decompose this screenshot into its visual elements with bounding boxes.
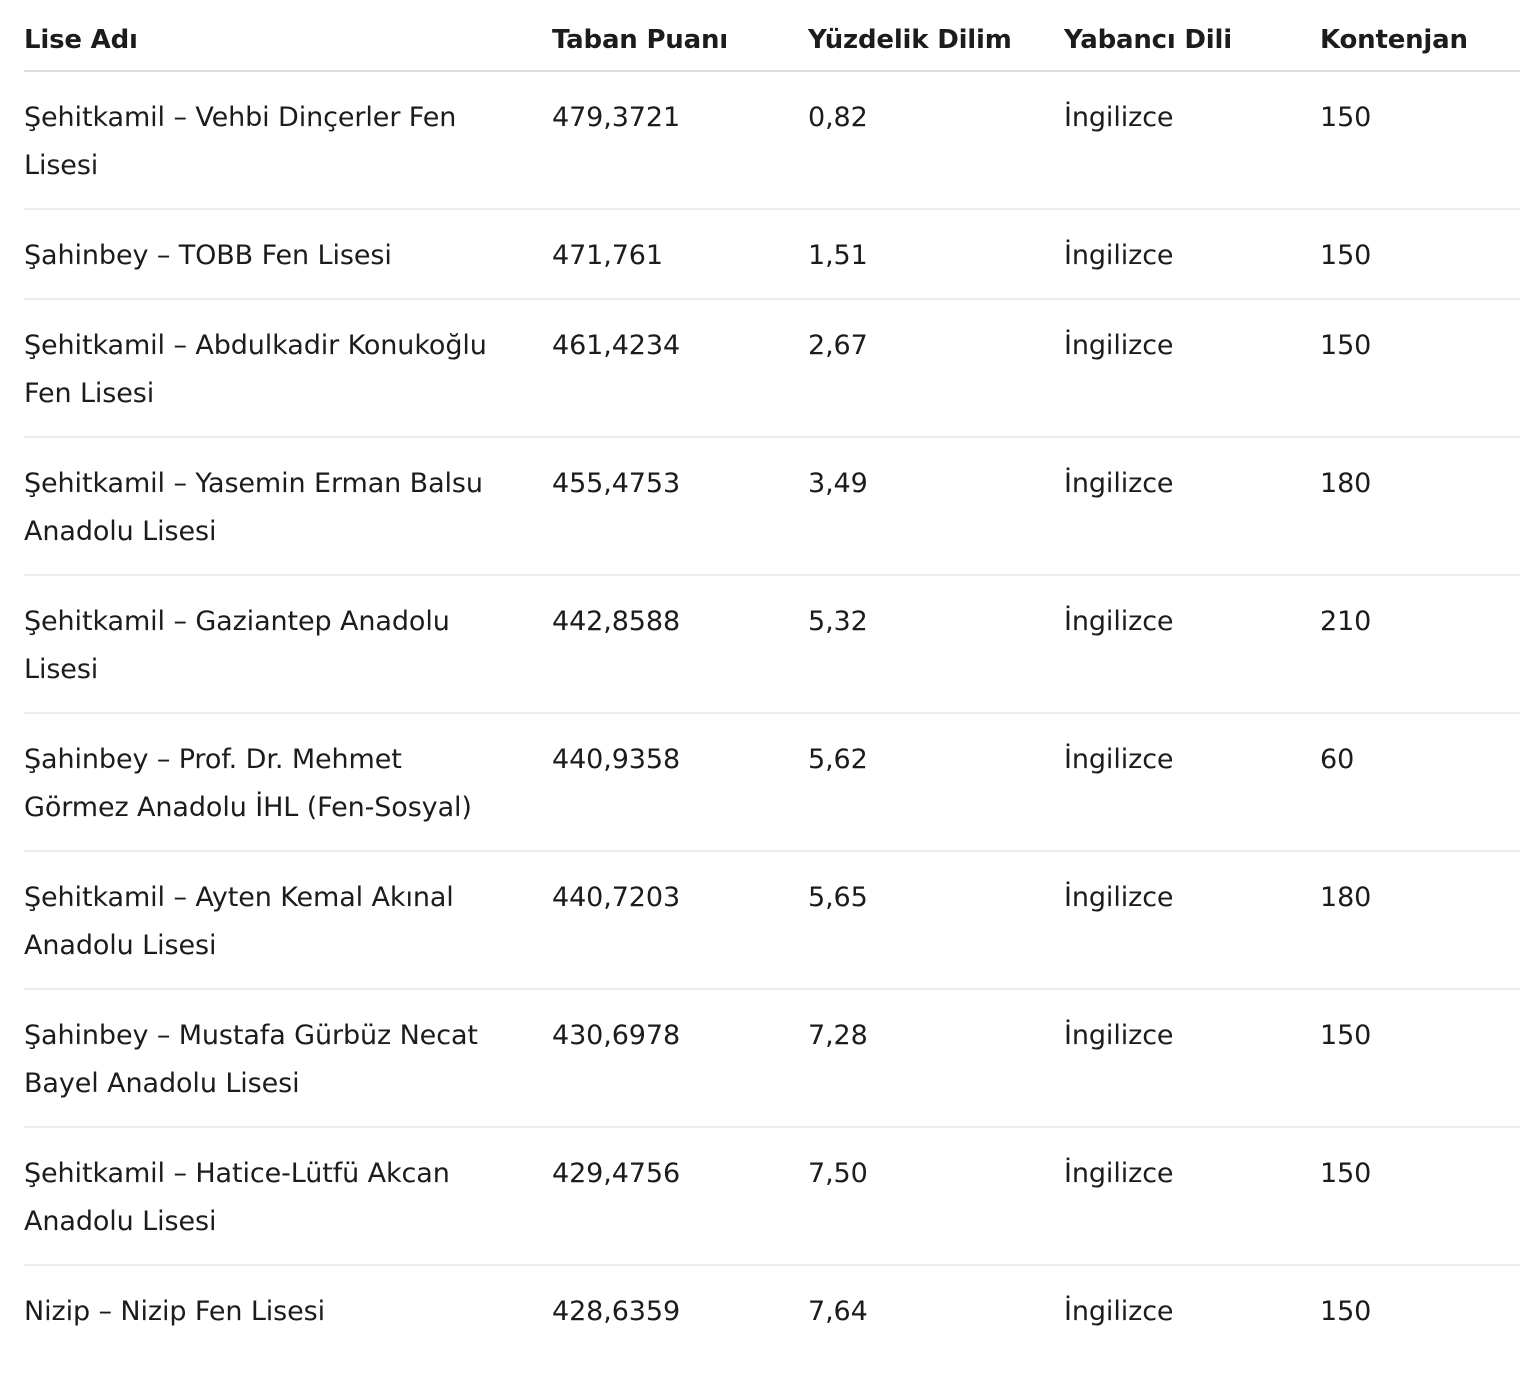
base-score-cell: 430,6978	[552, 1020, 681, 1051]
school-name-cell: Şahinbey – Mustafa Gürbüz Necat Bayel Anadolu Lisesi	[24, 1020, 478, 1099]
quota-cell: 60	[1320, 744, 1355, 775]
percentile-cell: 5,65	[808, 882, 868, 913]
quota-cell: 210	[1320, 606, 1372, 637]
percentile-cell: 5,32	[808, 606, 868, 637]
percentile-cell: 1,51	[808, 240, 868, 271]
quota-cell: 150	[1320, 1158, 1372, 1189]
school-name-cell: Şehitkamil – Ayten Kemal Akınal Anadolu Lisesi	[24, 882, 454, 961]
language-cell: İngilizce	[1064, 240, 1174, 271]
header-base-score: Taban Puanı	[552, 25, 728, 55]
school-name-cell: Nizip – Nizip Fen Lisesi	[24, 1296, 326, 1327]
percentile-cell: 7,50	[808, 1158, 868, 1189]
quota-cell: 150	[1320, 240, 1372, 271]
base-score-cell: 479,3721	[552, 102, 681, 133]
quota-cell: 180	[1320, 882, 1372, 913]
table-row	[24, 714, 1520, 852]
percentile-cell: 2,67	[808, 330, 868, 361]
table-row	[24, 1128, 1520, 1266]
percentile-cell: 3,49	[808, 468, 868, 499]
school-name-cell: Şehitkamil – Hatice-Lütfü Akcan Anadolu Lisesi	[24, 1158, 450, 1237]
high-school-table	[24, 0, 1520, 1356]
table-row	[24, 300, 1520, 438]
header-percentile: Yüzdelik Dilim	[808, 25, 1012, 55]
table-row	[24, 852, 1520, 990]
quota-cell: 150	[1320, 102, 1372, 133]
base-score-cell: 442,8588	[552, 606, 681, 637]
language-cell: İngilizce	[1064, 1020, 1174, 1051]
language-cell: İngilizce	[1064, 1296, 1174, 1327]
percentile-cell: 0,82	[808, 102, 868, 133]
language-cell: İngilizce	[1064, 1158, 1174, 1189]
header-school-name: Lise Adı	[24, 25, 138, 55]
base-score-cell: 455,4753	[552, 468, 681, 499]
school-name-cell: Şehitkamil – Vehbi Dinçerler Fen Lisesi	[24, 102, 457, 181]
school-name-cell: Şehitkamil – Abdulkadir Konukoğlu Fen Lisesi	[24, 330, 487, 409]
percentile-cell: 7,28	[808, 1020, 868, 1051]
school-name-cell: Şahinbey – TOBB Fen Lisesi	[24, 240, 392, 271]
table-row	[24, 1266, 1520, 1356]
language-cell: İngilizce	[1064, 102, 1174, 133]
language-cell: İngilizce	[1064, 606, 1174, 637]
base-score-cell: 461,4234	[552, 330, 681, 361]
header-quota: Kontenjan	[1320, 25, 1468, 55]
language-cell: İngilizce	[1064, 882, 1174, 913]
base-score-cell: 440,7203	[552, 882, 681, 913]
table-row	[24, 990, 1520, 1128]
base-score-cell: 440,9358	[552, 744, 681, 775]
quota-cell: 150	[1320, 1296, 1372, 1327]
quota-cell: 150	[1320, 1020, 1372, 1051]
header-foreign-language: Yabancı Dili	[1064, 25, 1232, 55]
percentile-cell: 7,64	[808, 1296, 868, 1327]
base-score-cell: 428,6359	[552, 1296, 681, 1327]
percentile-cell: 5,62	[808, 744, 868, 775]
quota-cell: 180	[1320, 468, 1372, 499]
table-row	[24, 210, 1520, 300]
table-header-row	[24, 0, 1520, 72]
language-cell: İngilizce	[1064, 468, 1174, 499]
language-cell: İngilizce	[1064, 330, 1174, 361]
school-name-cell: Şehitkamil – Gaziantep Anadolu Lisesi	[24, 606, 450, 685]
table-row	[24, 72, 1520, 210]
school-name-cell: Şehitkamil – Yasemin Erman Balsu Anadolu Lisesi	[24, 468, 483, 547]
table-row	[24, 576, 1520, 714]
language-cell: İngilizce	[1064, 744, 1174, 775]
table-row	[24, 438, 1520, 576]
quota-cell: 150	[1320, 330, 1372, 361]
school-name-cell: Şahinbey – Prof. Dr. Mehmet Görmez Anadolu İHL (Fen-Sosyal)	[24, 744, 472, 823]
base-score-cell: 429,4756	[552, 1158, 681, 1189]
base-score-cell: 471,761	[552, 240, 663, 271]
